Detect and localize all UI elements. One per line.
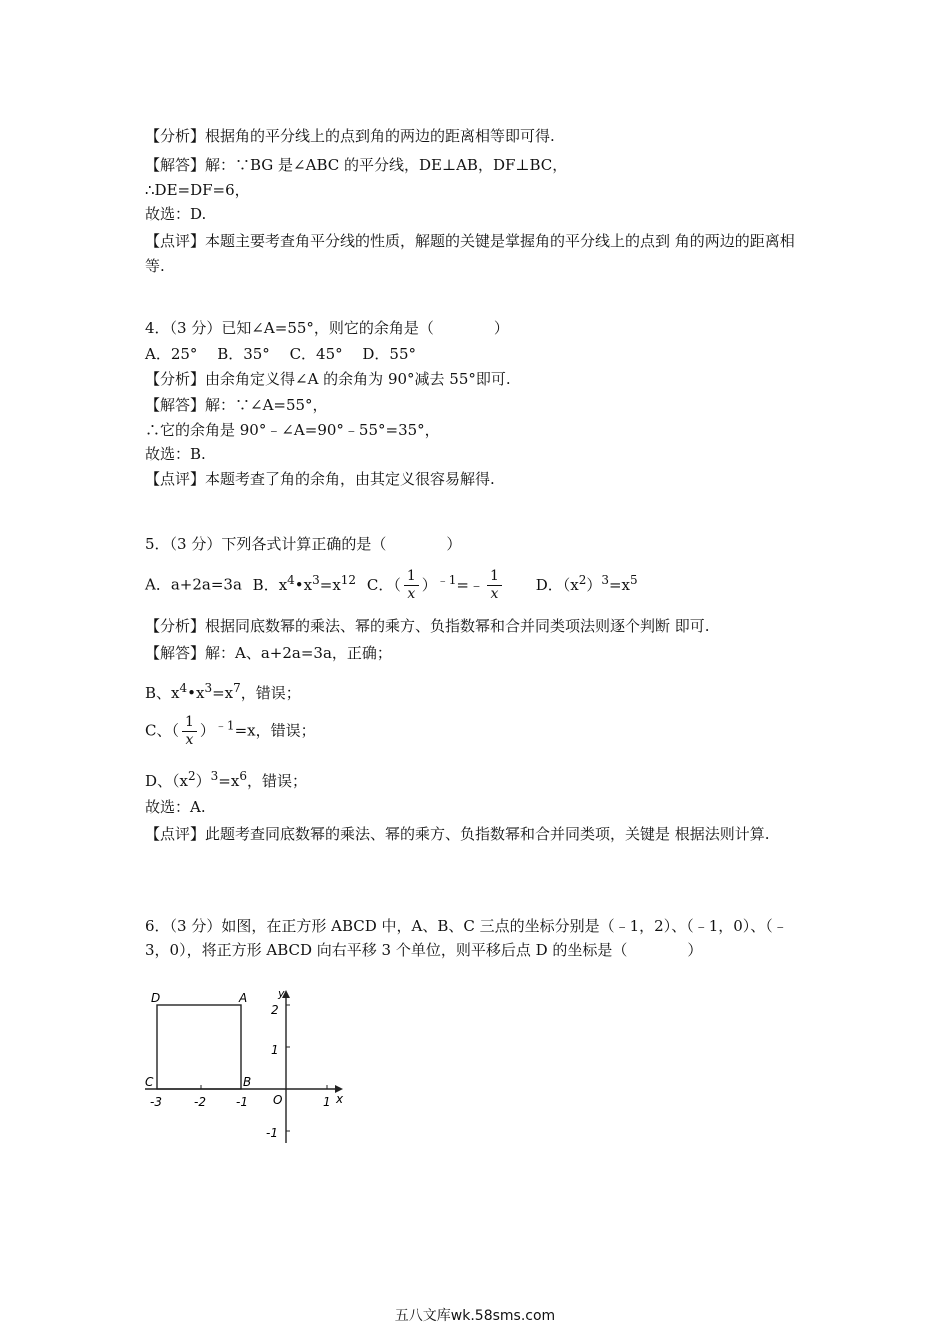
fraction: $\frac{1}{x}$ bbox=[487, 568, 502, 603]
square-abcd bbox=[157, 1005, 241, 1089]
x-tick-label: -3 bbox=[150, 1095, 162, 1109]
q5-analysis: 【分析】根据同底数幂的乘法、幂的乘方、负指数幂和合并同类项法则逐个判断 即可. bbox=[145, 617, 710, 635]
q3-step: ∴DE=DF=6， bbox=[145, 181, 250, 199]
q5-step-d: D、$(x^2)^3=x^6$，错误； bbox=[145, 769, 307, 790]
label-c: C bbox=[145, 1075, 154, 1089]
q4-question: 4．（3 分）已知∠A=55°，则它的余角是（ ） bbox=[145, 319, 509, 337]
q4-step: ∴它的余角是 90°﹣∠A=90°﹣55°=35°， bbox=[145, 421, 440, 439]
x-tick-label: -1 bbox=[236, 1095, 248, 1109]
q5-options bbox=[145, 568, 638, 603]
fraction: $\frac{1}{x}$ bbox=[182, 714, 197, 749]
label-axis-y: y bbox=[278, 987, 285, 1000]
q5-choice: 故选：A. bbox=[145, 798, 206, 816]
q5-answer: 【解答】解：A、a+2a=3a，正确； bbox=[145, 644, 392, 662]
q3-choice: 故选：D. bbox=[145, 205, 207, 223]
label-origin: O bbox=[273, 1093, 283, 1107]
q4-analysis: 【分析】由余角定义得∠A 的余角为 90°减去 55°即可. bbox=[145, 370, 511, 388]
q4-answer: 【解答】解：∵∠A=55°， bbox=[145, 396, 328, 414]
q3-analysis: 【分析】根据角的平分线上的点到角的两边的距离相等即可得. bbox=[145, 127, 555, 145]
q5-option-d: D．$(x^2)^3=x^5$ bbox=[535, 572, 638, 594]
q5-option-a: A．a+2a=3a bbox=[145, 575, 242, 594]
label-a: A bbox=[239, 991, 248, 1005]
label-b: B bbox=[243, 1075, 252, 1089]
q5-question: 5．（3 分）下列各式计算正确的是（ ） bbox=[145, 535, 462, 553]
x-tick-label: 1 bbox=[323, 1095, 331, 1109]
q3-comment: 【点评】本题主要考查角平分线的性质，解题的关键是掌握角的平分线上的点到 角的两边的距离相等. bbox=[145, 232, 795, 275]
coordinate-figure bbox=[140, 985, 360, 1150]
q5-comment: 【点评】此题考查同底数幂的乘法、幂的乘方、负指数幂和合并同类项，关键是 根据法则计算. bbox=[145, 825, 770, 843]
fraction: $\frac{1}{x}$ bbox=[404, 568, 419, 603]
y-tick-label: 2 bbox=[271, 1003, 279, 1017]
q5-step-c: C、（ $\frac{1}{x}$ ）$^{﹣1}$=x，错误； bbox=[145, 714, 316, 748]
y-tick-label: 1 bbox=[271, 1043, 279, 1057]
x-tick-label: -2 bbox=[194, 1095, 206, 1109]
label-d: D bbox=[151, 991, 161, 1005]
footer-watermark: 五八文库wk.58sms.com bbox=[394, 1308, 556, 1324]
q4-choice: 故选：B. bbox=[145, 445, 206, 463]
label-axis-x: x bbox=[336, 1092, 344, 1106]
q3-answer: 【解答】解：∵BG 是∠ABC 的平分线，DE⊥AB，DF⊥BC， bbox=[145, 156, 568, 174]
y-tick-label: -1 bbox=[266, 1126, 278, 1140]
q4-options: A．25° B．35° C．45° D．55° bbox=[145, 345, 417, 363]
q4-comment: 【点评】本题考查了角的余角，由其定义很容易解得. bbox=[145, 470, 495, 488]
q5-option-b: B．$x^4•x^3=x^{12}$ bbox=[252, 572, 357, 594]
q5-step-b: B、$x^4•x^3=x^7$，错误； bbox=[145, 681, 301, 702]
q6-question: 6．（3 分）如图，在正方形 ABCD 中，A、B、C 三点的坐标分别是（﹣1，2）、（﹣1，0）、（﹣3，0），将正方形 ABCD 向右平移 3 个单位，则平移后点 D 的坐标是（ ） bbox=[145, 917, 788, 959]
q5-option-c: C．（ $\frac{1}{x}$ ）$^{﹣1}$=﹣ $\frac{1}{x}$ bbox=[367, 576, 505, 594]
